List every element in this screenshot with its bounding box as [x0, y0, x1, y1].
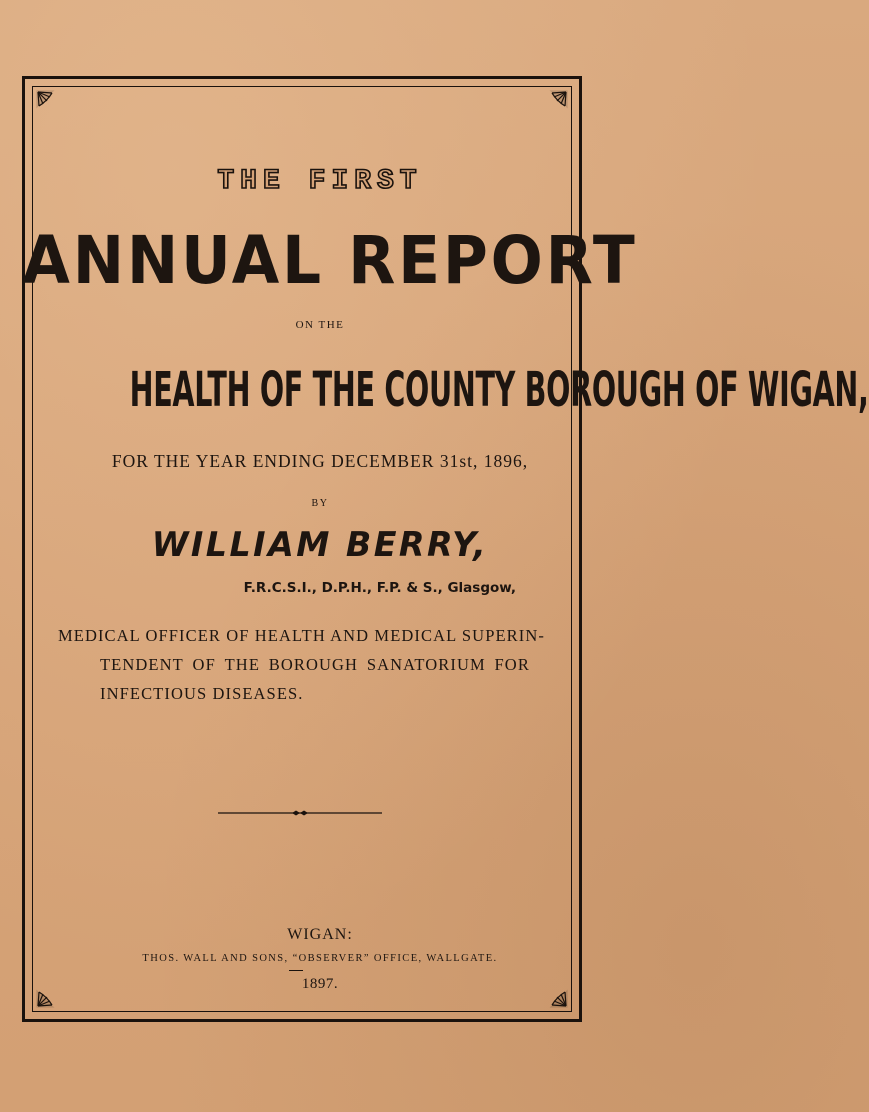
office-word: OF: [192, 655, 216, 674]
corner-ornament-top-left-icon: [35, 89, 55, 109]
author-office: [58, 621, 545, 708]
office-word: THE: [224, 655, 260, 674]
office-line-2: [58, 650, 530, 679]
report-period: FOR THE YEAR ENDING DECEMBER 31st, 1896,: [111, 451, 529, 471]
report-subject: HEALTH OF THE COUNTY BOROUGH OF WIGAN,: [129, 362, 869, 418]
report-title: ANNUAL REPORT: [22, 222, 638, 299]
printer-imprint: THOS. WALL AND SONS, “OBSERVER” OFFICE, WALLGATE.: [142, 953, 498, 964]
office-word: BOROUGH: [268, 655, 359, 674]
office-line-3: INFECTIOUS DISEASES.: [100, 684, 304, 703]
by-label: BY: [311, 498, 329, 509]
publication-year: 1897.: [301, 976, 339, 992]
corner-ornament-top-right-icon: [549, 89, 569, 109]
divider-ornament-icon: [218, 810, 382, 816]
author-name: WILLIAM BERRY,: [151, 525, 489, 565]
pre-title: THE FIRST: [217, 166, 423, 197]
on-the-label: ON THE: [295, 319, 345, 331]
office-word: SANATORIUM: [366, 655, 486, 674]
office-line-1: MEDICAL OFFICER OF HEALTH AND MEDICAL SUPERIN-: [58, 626, 545, 645]
imprint-rule: [289, 970, 303, 971]
author-qualifications: F.R.C.S.I., D.P.H., F.P. & S., Glasgow,: [243, 580, 516, 596]
office-word: TENDENT: [100, 655, 184, 674]
publication-place: WIGAN:: [287, 926, 353, 943]
office-word: FOR: [494, 655, 530, 674]
